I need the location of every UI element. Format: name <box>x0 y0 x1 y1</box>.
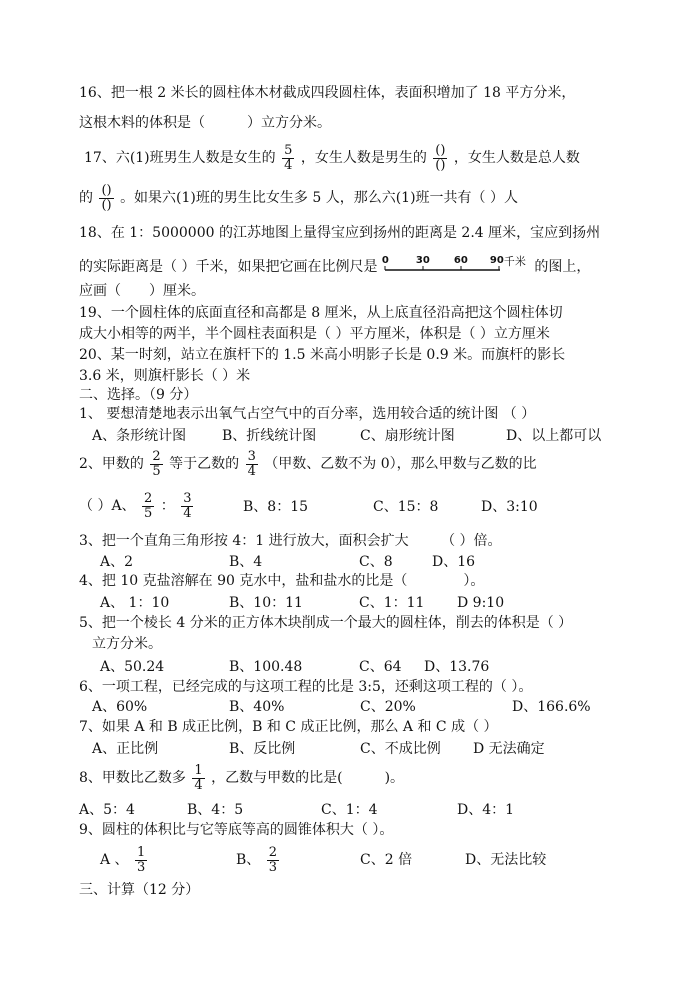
choice-2-question <box>79 450 537 478</box>
choice-5-option-b: B、100.48 <box>229 659 303 675</box>
choice-8-text-a: 8、甲数比乙数多 <box>79 770 186 787</box>
choice-5-question-line1: 5、把一个棱长 4 分米的正方体木块削成一个最大的圆柱体，削去的体积是（ ） <box>79 615 573 631</box>
q17-text-c: ，女生人数是总人数 <box>453 150 580 167</box>
choice-4-option-d: D 9:10 <box>457 595 505 611</box>
q17-text-e: 。如果六(1)班的男生比女生多 5 人，那么六(1)班一共有（ ）人 <box>120 190 518 207</box>
q20-line1: 20、某一时刻，站立在旗杆下的 1.5 米高小明影子长是 0.9 米。而旗杆的影长 <box>79 347 566 363</box>
choice-2-option-a-fraction-2: $\frac{3}{4}$ <box>183 491 192 521</box>
q17-fraction-3: $\frac{()}{()}$ <box>101 183 112 213</box>
choice-6-question: 6、一项工程，已经完成的与这项工程的比是 3:5，还剩这项工程的（ ）。 <box>79 679 533 695</box>
choice-1-option-d: D、以上都可以 <box>506 428 602 444</box>
choice-7-question: 7、如果 A 和 B 成正比例，B 和 C 成正比例，那么 A 和 C 成（ ） <box>79 719 498 735</box>
choice-4-option-b: B、10：11 <box>229 595 303 611</box>
choice-6-option-d: D、166.6% <box>512 699 591 715</box>
choice-5-option-d: D、13.76 <box>424 659 490 675</box>
choice-9-option-a <box>100 846 149 874</box>
choice-1-question: 1、 要想清楚地表示出氧气占空气中的百分率，选用较合适的统计图 （ ） <box>79 406 536 422</box>
choice-1-option-c: C、扇形统计图 <box>360 428 455 444</box>
choice-8-option-d: D、4：1 <box>457 802 515 818</box>
q20-line2: 3.6 米，则旗杆影长（ ）米 <box>79 368 251 384</box>
choice-7-option-b: B、反比例 <box>229 741 296 757</box>
choice-2-text-c: （甲数、乙数不为 0），那么甲数与乙数的比 <box>264 456 537 473</box>
q17-fraction-2: $\frac{()}{()}$ <box>435 143 446 173</box>
choice-4-option-a: A、 1：10 <box>100 595 170 611</box>
choice-3-question: 3、把一个直角三角形按 4：1 进行放大，面积会扩大 （ ）倍。 <box>79 533 502 549</box>
q19-line1: 19、一个圆柱体的底面直径和高都是 8 厘米，从上底直径沿高把这个圆柱体切 <box>79 305 563 321</box>
choice-3-option-b: B、4 <box>229 554 263 570</box>
choice-6-option-a: A、60% <box>92 699 148 715</box>
choice-5-option-a: A、50.24 <box>100 659 165 675</box>
choice-8-question <box>79 764 404 792</box>
q18-text-a: 的实际距离是（ ）千米，如果把它画在比例尺是 <box>79 259 378 275</box>
choice-9-option-c: C、2 倍 <box>360 852 413 868</box>
choice-9-option-d: D、无法比较 <box>465 852 547 868</box>
q18-line1: 18、在 1：5000000 的江苏地图上量得宝应到扬州的距离是 2.4 厘米，宝应到扬州 <box>79 225 601 241</box>
choice-2-options <box>79 492 195 520</box>
scale-tick-30: 30 <box>415 255 430 266</box>
choice-5-option-c: C、64 <box>359 659 402 675</box>
choice-8-option-b: B、4：5 <box>187 802 244 818</box>
q19-line2: 成大小相等的两半，半个圆柱表面积是（ ）平方厘米，体积是（ ）立方厘米 <box>79 326 550 342</box>
choice-2-option-a-colon: ： <box>160 498 175 515</box>
choice-6-option-b: B、40% <box>229 699 285 715</box>
choice-2-text-a: 2、甲数的 <box>79 456 144 473</box>
choice-8-text-b: ，乙数与甲数的比是( )。 <box>211 770 405 787</box>
choice-5-question-line2: 立方分米。 <box>92 636 162 652</box>
choice-2-fraction-1: $\frac{2}{5}$ <box>152 449 161 479</box>
q17-fraction-1: $\frac{5}{4}$ <box>284 143 293 173</box>
choice-8-option-c: C、1：4 <box>321 802 378 818</box>
q16-line2: 这根木料的体积是（ ）立方分米。 <box>79 115 331 131</box>
scale-unit: 千米 <box>503 255 526 268</box>
choice-9-option-b-fraction: $\frac{2}{3}$ <box>268 845 278 875</box>
q18-line3: 应画（ ）厘米。 <box>79 283 205 299</box>
q17-text-b: ，女生人数是男生的 <box>300 150 427 167</box>
choice-7-option-c: C、不成比例 <box>360 741 441 757</box>
choice-9-option-a-label: A 、 <box>100 852 129 869</box>
choice-7-option-a: A、正比例 <box>92 741 159 757</box>
scale-tick-90: 90 <box>489 255 504 266</box>
choice-8-fraction: $\frac{1}{4}$ <box>194 763 203 793</box>
choice-2-option-d: D、3:10 <box>481 499 538 515</box>
q17-text-a: 17、六(1)班男生人数是女生的 <box>84 150 276 167</box>
q17-line2 <box>79 184 518 212</box>
choice-8-option-a: A、5：4 <box>79 802 135 818</box>
section-2-heading: 二、选择。（9 分） <box>79 387 198 403</box>
choice-2-option-a: （ ）A、 <box>79 498 136 515</box>
choice-1-option-b: B、折线统计图 <box>222 428 317 444</box>
q16-line1: 16、把一根 2 米长的圆柱体木材截成四段圆柱体，表面积增加了 18 平方分米， <box>79 85 576 101</box>
choice-2-option-b: B、8：15 <box>243 499 309 515</box>
choice-2-option-c: C、15：8 <box>373 499 439 515</box>
choice-1-option-a: A、条形统计图 <box>92 428 187 444</box>
choice-3-option-c: C、8 <box>359 554 393 570</box>
choice-9-option-b-label: B、 <box>236 852 261 869</box>
choice-2-option-a-fraction-1: $\frac{2}{5}$ <box>144 491 153 521</box>
choice-9-option-b <box>236 846 281 874</box>
choice-4-question: 4、把 10 克盐溶解在 90 克水中，盐和盐水的比是（ ）。 <box>79 573 485 589</box>
section-3-heading: 三、计算（12 分） <box>79 882 200 898</box>
q17-line1 <box>84 144 580 172</box>
choice-9-question: 9、圆柱的体积比与它等底等高的圆锥体积大（ ）。 <box>79 822 394 838</box>
scale-tick-60: 60 <box>453 255 468 266</box>
choice-7-option-d: D 无法确定 <box>473 741 545 757</box>
choice-9-option-a-fraction: $\frac{1}{3}$ <box>137 845 146 875</box>
q17-text-d: 的 <box>79 190 93 207</box>
choice-6-option-c: C、20% <box>360 699 416 715</box>
q18-line2 <box>79 256 590 278</box>
choice-2-text-b: 等于乙数的 <box>169 456 240 473</box>
choice-3-option-d: D、16 <box>432 554 476 570</box>
map-scale-bar <box>382 256 530 278</box>
choice-3-option-a: A、2 <box>100 554 134 570</box>
choice-2-fraction-2: $\frac{3}{4}$ <box>247 449 256 479</box>
choice-4-option-c: C、1：11 <box>359 595 425 611</box>
q18-text-b: 的图上， <box>534 259 591 275</box>
scale-tick-0: 0 <box>381 255 389 266</box>
